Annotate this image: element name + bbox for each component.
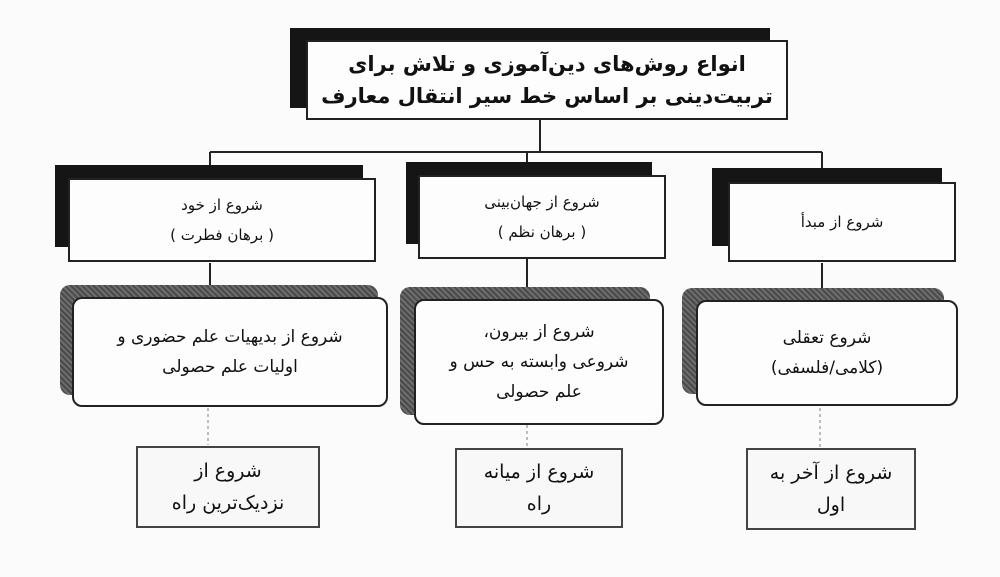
left-bottom-line-1: شروع از <box>194 460 262 482</box>
title-line-2: تربیت‌دینی بر اساس خط سیر انتقال معارف <box>321 84 773 108</box>
center-middle-line-1: شروع از بیرون، <box>483 322 595 342</box>
center-middle-line-3: علم حصولی <box>496 382 582 402</box>
center-middle-box <box>414 299 664 425</box>
right-top-line-1: شروع از مبدأ <box>800 213 884 231</box>
left-middle-line-2: اولیات علم حصولی <box>162 357 298 377</box>
title-line-1: انواع روش‌های دین‌آموزی و تلاش برای <box>348 52 746 76</box>
right-bottom-line-2: اول <box>816 494 846 516</box>
center-top-line-1: شروع از جهان‌بینی <box>484 193 600 211</box>
left-top-box <box>68 178 376 262</box>
right-middle-line-1: شروع تعقلی <box>782 328 872 348</box>
left-bottom-line-2: نزدیک‌ترین راه <box>171 492 285 514</box>
center-top-line-2: ( برهان نظم ) <box>497 223 587 241</box>
left-top-line-2: ( برهان فطرت ) <box>170 226 274 244</box>
right-middle-line-2: (کلامی/فلسفی) <box>770 358 884 378</box>
title-box <box>306 40 788 120</box>
center-top-box <box>418 175 666 259</box>
left-middle-line-1: شروع از بدیهیات علم حضوری و <box>117 327 343 347</box>
left-top-line-1: شروع از خود <box>181 196 263 214</box>
center-bottom-line-2: راه <box>526 493 552 515</box>
center-bottom-line-1: شروع از میانه <box>483 461 595 483</box>
left-middle-box <box>72 297 388 407</box>
center-bottom-box <box>455 448 623 528</box>
right-middle-box <box>696 300 958 406</box>
right-bottom-box <box>746 448 916 530</box>
right-top-box <box>728 182 956 262</box>
center-middle-line-2: شروعی وابسته به حس و <box>449 352 629 372</box>
left-bottom-box <box>136 446 320 528</box>
right-bottom-line-1: شروع از آخر به <box>769 462 893 484</box>
